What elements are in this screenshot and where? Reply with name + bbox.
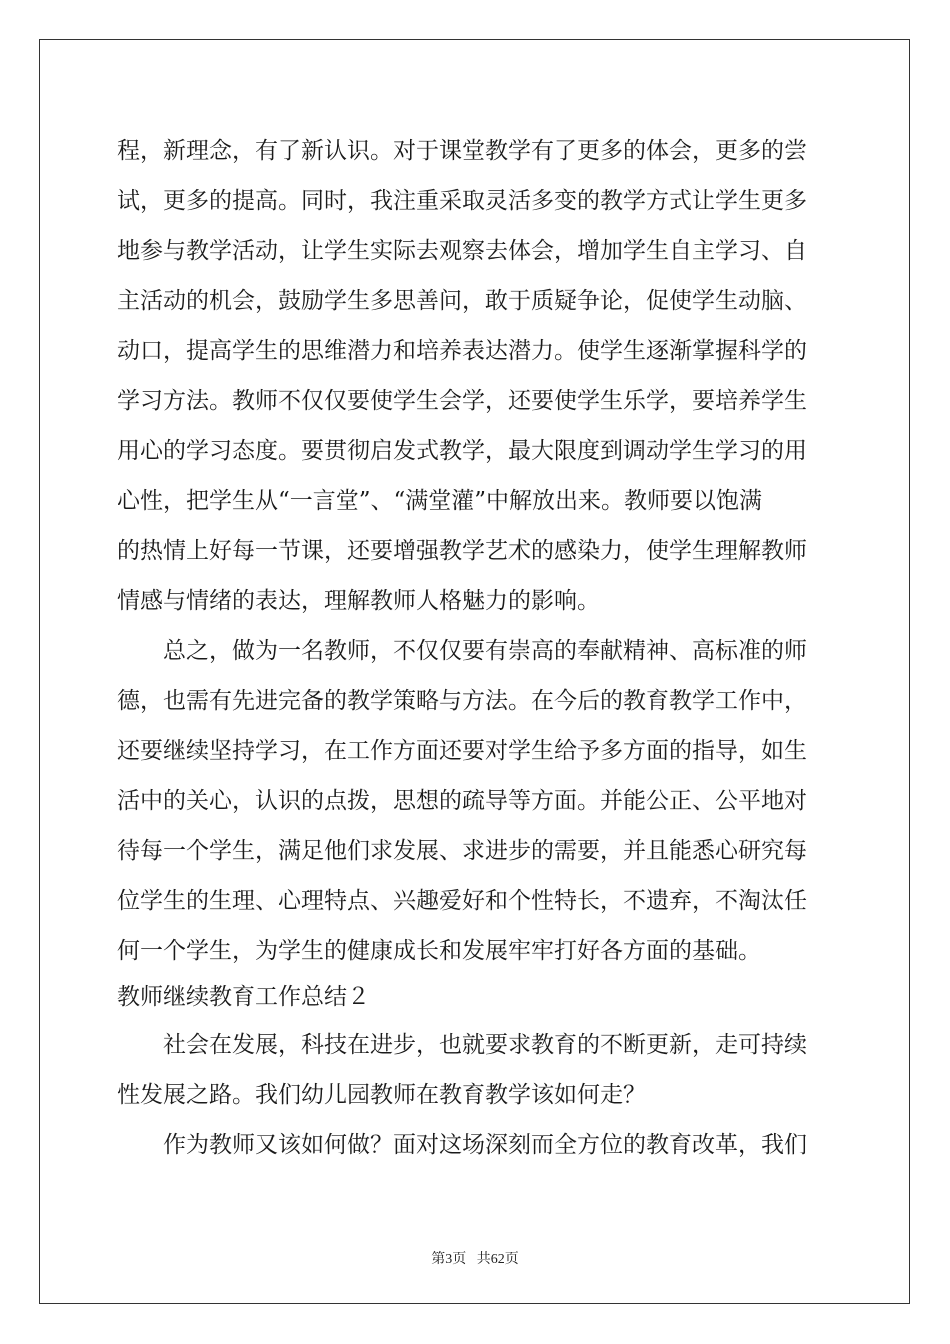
paragraph-line: 德，也需有先进完备的教学策略与方法。在今后的教育教学工作中，	[117, 688, 807, 714]
paragraph-line: 社会在发展，科技在进步，也就要求教育的不断更新，走可持续	[117, 1032, 807, 1058]
paragraph-line: 程，新理念，有了新认识。对于课堂教学有了更多的体会，更多的尝	[117, 138, 807, 164]
paragraph-line: 试，更多的提高。同时，我注重采取灵活多变的教学方式让学生更多	[117, 188, 807, 214]
paragraph-line: 还要继续坚持学习，在工作方面还要对学生给予多方面的指导，如生	[117, 738, 807, 764]
paragraph-line: 学习方法。教师不仅仅要使学生会学，还要使学生乐学，要培养学生	[117, 388, 807, 414]
section-heading: 教师继续教育工作总结２	[117, 984, 370, 1010]
paragraph-line: 待每一个学生，满足他们求发展、求进步的需要，并且能悉心研究每	[117, 838, 807, 864]
paragraph-line: 地参与教学活动，让学生实际去观察去体会，增加学生自主学习、自	[117, 238, 807, 264]
paragraph-line: 位学生的生理、心理特点、兴趣爱好和个性特长，不遗弃，不淘汰任	[117, 888, 807, 914]
paragraph-line: 心性，把学生从“一言堂”、“满堂灌”中解放出来。教师要以饱满	[117, 488, 763, 514]
paragraph-line: 用心的学习态度。要贯彻启发式教学，最大限度到调动学生学习的用	[117, 438, 807, 464]
paragraph-line: 总之，做为一名教师，不仅仅要有崇高的奉献精神、高标准的师	[117, 638, 807, 664]
paragraph-line: 性发展之路。我们幼儿园教师在教育教学该如何走？	[117, 1082, 646, 1108]
paragraph-line: 情感与情绪的表达，理解教师人格魅力的影响。	[117, 588, 600, 614]
paragraph-line: 主活动的机会，鼓励学生多思善问，敢于质疑争论，促使学生动脑、	[117, 288, 807, 314]
paragraph-line: 活中的关心，认识的点拨，思想的疏导等方面。并能公正、公平地对	[117, 788, 807, 814]
paragraph-line: 动口，提高学生的思维潜力和培养表达潜力。使学生逐渐掌握科学的	[117, 338, 807, 364]
paragraph-line: 的热情上好每一节课，还要增强教学艺术的感染力，使学生理解教师	[117, 538, 807, 564]
page-number: 第3页	[431, 1252, 467, 1267]
paragraph-line: 何一个学生，为学生的健康成长和发展牢牢打好各方面的基础。	[117, 938, 761, 964]
paragraph-line: 作为教师又该如何做？面对这场深刻而全方位的教育改革，我们	[117, 1132, 807, 1158]
page-total: 共62页	[476, 1252, 519, 1267]
page-footer	[0, 1248, 950, 1268]
